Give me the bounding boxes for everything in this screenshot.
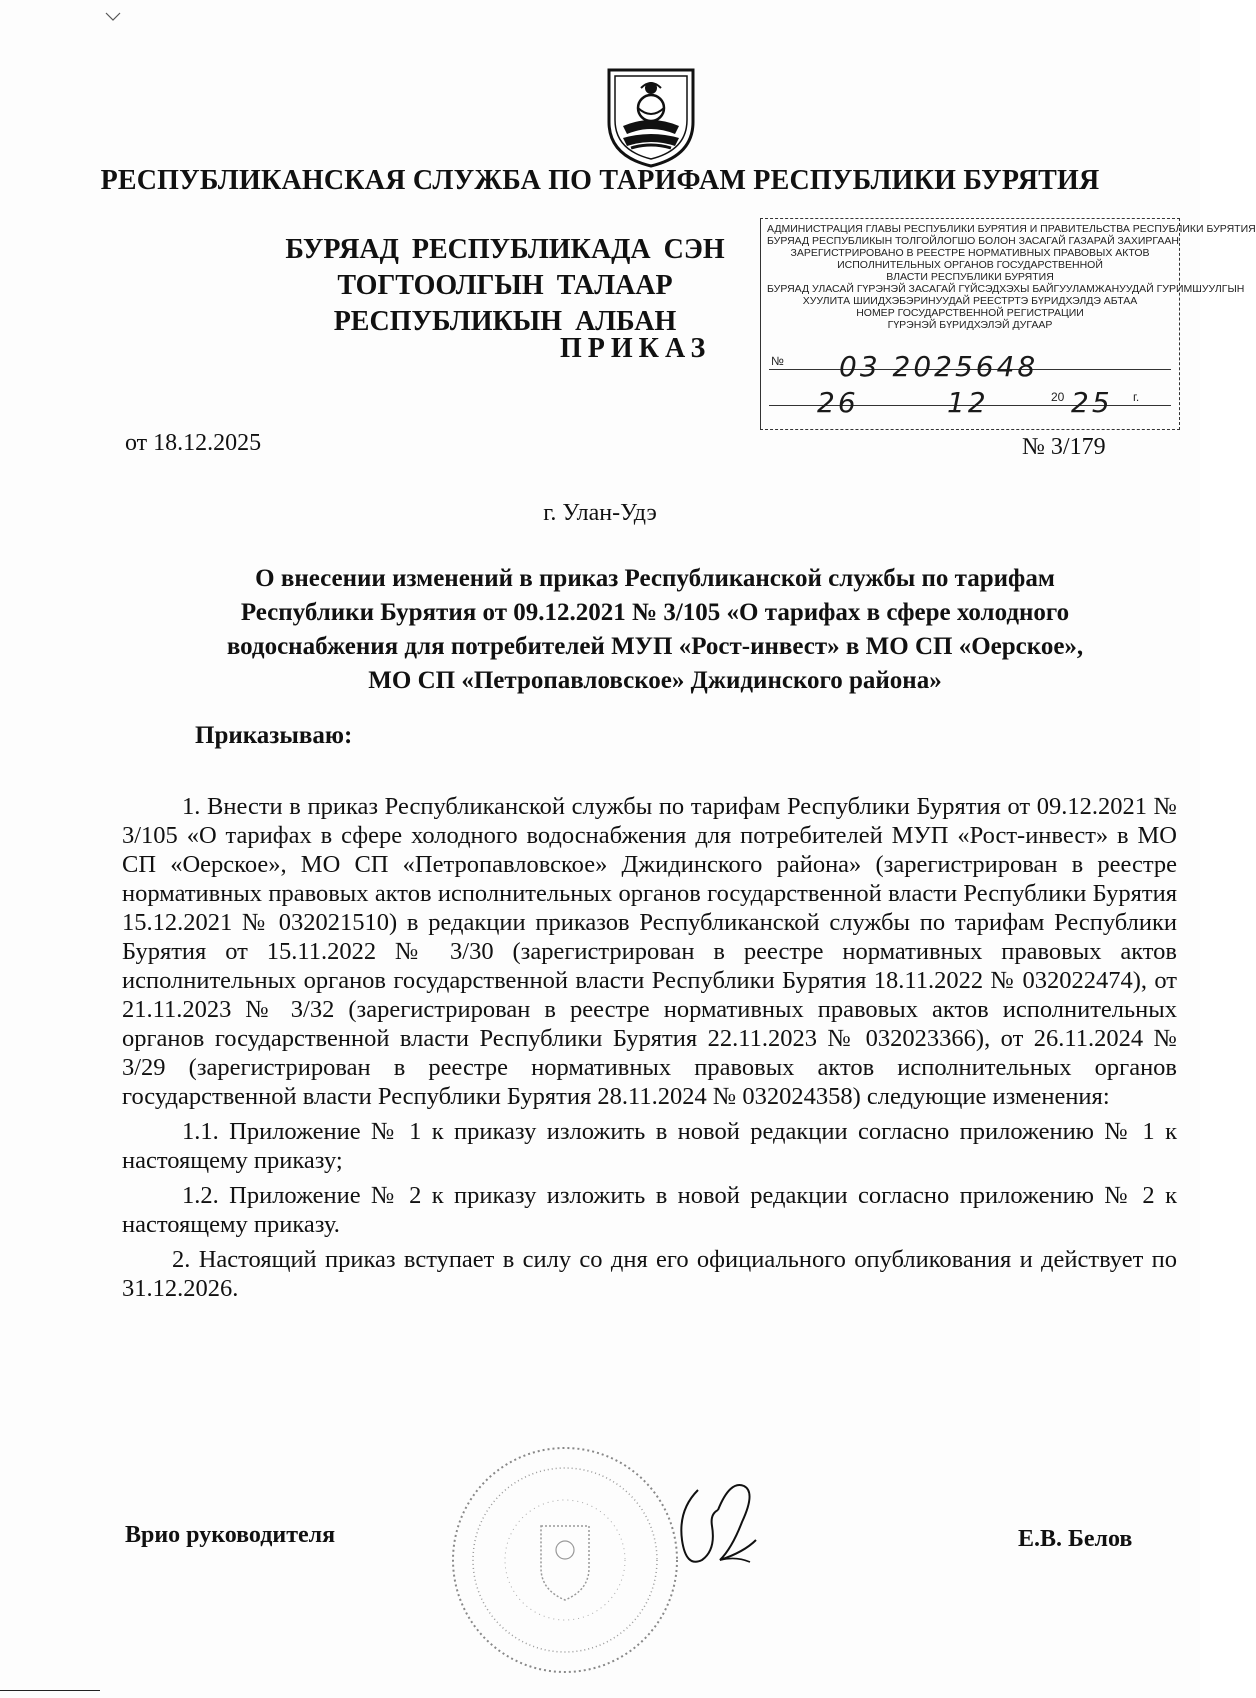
signer-name: Е.В. Белов (1018, 1526, 1133, 1552)
organization-title-buryat (215, 232, 795, 340)
paragraph-2: 2. Настоящий приказ вступает в силу со дня его официального опубликования и действует по 31.12.2026. (122, 1246, 1177, 1302)
stamp-date-year-unit: г. (1133, 390, 1140, 404)
stamp-line: БУРЯАД УЛАСАЙ ГҮРЭНЭЙ ЗАСАГАЙ ГҮЙСЭДХЭХЫ БАЙГУУЛАМЖАНУУДАЙ ГУРИМШУУЛГЫН (767, 283, 1245, 295)
subject-line: водоснабжения для потребителей МУП «Рост-инвест» в МО СП «Оерское», (226, 633, 1084, 660)
stamp-date-year-prefix: 20 (1051, 390, 1065, 404)
subject-line: МО СП «Петропавловское» Джидинского района» (368, 667, 942, 694)
subject-line: Республики Бурятия от 09.12.2021 № 3/105 «О тарифах в сфере холодного (240, 599, 1070, 626)
organization-title-buryat-line1: БУРЯАД РЕСПУБЛИКАДА СЭН ТОГТООЛГЫН ТАЛААР (285, 234, 725, 301)
paragraph-1-1: 1.1. Приложение № 1 к приказу изложить в новой редакции согласно приложению № 1 к настоящему приказу; (122, 1118, 1177, 1174)
stamp-date-year-suffix: 25 (1071, 386, 1113, 419)
order-number: № 3/179 (1022, 434, 1106, 460)
stamp-line: ИСПОЛНИТЕЛЬНЫХ ОРГАНОВ ГОСУДАРСТВЕННОЙ (837, 259, 1103, 271)
footer-divider (0, 1690, 100, 1691)
stamp-date-day: 26 (817, 386, 859, 419)
paragraph-1-2: 1.2. Приложение № 2 к приказу изложить в новой редакции согласно приложению № 2 к настоящему приказу. (122, 1182, 1177, 1238)
corner-mark-icon (105, 12, 121, 24)
official-seal-icon (445, 1440, 685, 1680)
handwritten-signature-icon (660, 1470, 780, 1580)
order-body (122, 792, 1177, 1309)
stamp-date-line (769, 377, 1171, 419)
paragraph-1: 1. Внести в приказ Республиканской службы по тарифам Республики Бурятия от 09.12.2021 № 3/105 «О тарифах в сфере холодного водоснабжения для потребителей МУП «Рост-инвест» в МО СП «Оерское», МО СП «Петропавловское» Джидинского района» (зарегистрирован в реестре нормативных правовых актов исполнительных органов государственной власти Республики Бурятия 15.12.2021 № 032021510) в редакции приказов Республиканской службы по тарифам Республики Бурятия от 15.11.2022 № 3/30 (зарегистрирован в реестре нормативных правовых актов исполнительных органов государственной власти Республики Бурятия 18.11.2022 № 032022474), от 21.11.2023 № 3/32 (зарегистрирован в реестре нормативных правовых актов исполнительных органов государственной власти Республики Бурятия 22.11.2023 № 032023366), от 26.11.2024 № 3/29 (зарегистрирован в реестре нормативных правовых актов исполнительных органов государственной власти Республики Бурятия 28.11.2024 № 032024358) следующие изменения: (122, 793, 1177, 1110)
registration-stamp (760, 218, 1256, 430)
stamp-line: ВЛАСТИ РЕСПУБЛИКИ БУРЯТИЯ (886, 271, 1054, 283)
stamp-line: БУРЯАД РЕСПУБЛИКЫН ТОЛГОЙЛОГШО БОЛОН ЗАСАГАЙ ГАЗАРАЙ ЗАХИРГААН (767, 235, 1180, 247)
stamp-date-month: 12 (947, 386, 989, 419)
stamp-line: НОМЕР ГОСУДАРСТВЕННОЙ РЕГИСТРАЦИИ (856, 307, 1084, 319)
subject-line: О внесении изменений в приказ Республиканской службы по тарифам (255, 565, 1055, 592)
organization-title: РЕСПУБЛИКАНСКАЯ СЛУЖБА ПО ТАРИФАМ РЕСПУБЛИКИ БУРЯТИЯ (100, 165, 1100, 196)
document-type-heading: ПРИКАЗ (560, 333, 712, 364)
stamp-number-label: № (771, 354, 784, 368)
stamp-line: ЗАРЕГИСТРИРОВАНО В РЕЕСТРЕ НОРМАТИВНЫХ ПРАВОВЫХ АКТОВ (790, 247, 1150, 259)
order-city: г. Улан-Удэ (543, 500, 657, 526)
organization-title-buryat-line2: РЕСПУБЛИКЫН АЛБАН (333, 306, 677, 337)
order-subject (140, 562, 1170, 698)
stamp-number-line (769, 341, 1171, 383)
stamp-line: ГҮРЭНЭЙ БҮРИДХЭЛЭЙ ДУГААР (887, 319, 1053, 331)
stamp-line: АДМИНИСТРАЦИЯ ГЛАВЫ РЕСПУБЛИКИ БУРЯТИЯ И ПРАВИТЕЛЬСТВА РЕСПУБЛИКИ БУРЯТИЯ (767, 223, 1256, 235)
order-date: от 18.12.2025 (125, 430, 262, 456)
orders-word: Приказываю: (195, 722, 353, 749)
buryatia-coat-of-arms-icon (601, 60, 701, 170)
stamp-line: ХУУЛИТА ШИИДХЭБЭРИНУУДАЙ РЕЕСТРТЭ БҮРИДХЭЛДЭ АБТАА (802, 295, 1138, 307)
stamp-number-value: 03 2025648 (839, 350, 1039, 383)
signer-position: Врио руководителя (125, 1522, 336, 1548)
